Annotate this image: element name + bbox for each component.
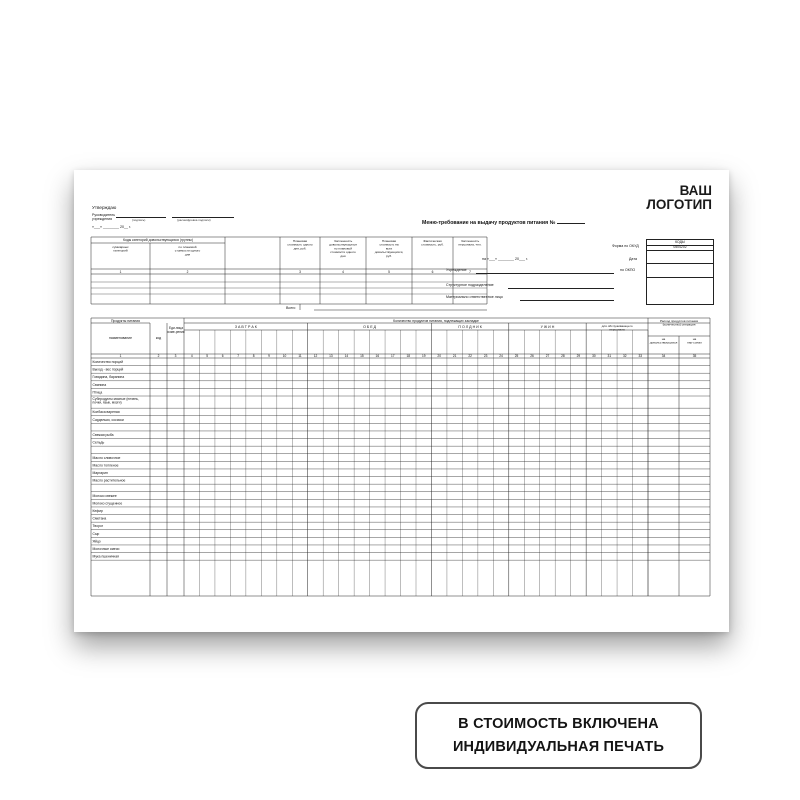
categories-col-header: дня, руб.: [293, 246, 307, 251]
consumption-col-header: на: [692, 337, 697, 341]
product-name: Молоко свежее: [92, 493, 117, 498]
categories-col-header: довольствующихся,: [374, 250, 404, 255]
product-name: Молоко сгущенное: [92, 501, 123, 506]
product-name: Кефир: [92, 508, 103, 513]
categories-col-number: 1: [119, 269, 122, 274]
column-number: 31: [607, 354, 612, 359]
product-name: Выход - вес порций: [92, 367, 124, 372]
column-number: 9: [268, 354, 270, 359]
categories-col-header: довольствующихся: [329, 242, 357, 247]
product-name: Мука пшеничная: [92, 554, 120, 559]
column-number: 3: [174, 354, 177, 359]
staff-header: персонала: [609, 327, 625, 332]
categories-col-header: по плановой: [334, 246, 352, 251]
product-name: Субпродукты мясные (печень,: [92, 396, 139, 401]
categories-col-header: категорий: [113, 248, 128, 253]
column-number: 5: [206, 354, 209, 359]
categories-col-header: всех: [385, 246, 393, 251]
categories-col-header: персонала, чел.: [458, 242, 482, 247]
column-number: 11: [298, 354, 302, 359]
product-name: Птица: [92, 390, 103, 395]
product-name: Молочные смеси: [92, 546, 120, 551]
consumption-col-header: на: [661, 337, 666, 341]
product-name: Сельдь: [92, 440, 105, 445]
meal-header-1: З А В Т Р А К: [234, 325, 257, 329]
product-name: Масло топленое: [92, 463, 119, 468]
column-number: 30: [592, 354, 596, 359]
categories-col-header: по плановой: [178, 245, 197, 249]
approve-date: «___» ________ 20__ г.: [92, 225, 131, 229]
column-number: 6: [221, 354, 224, 359]
head-label: Руководитель учреждения: [92, 213, 116, 222]
categories-col-header: стоимость, руб.: [421, 242, 444, 247]
unit-col-header: изме-рения: [167, 329, 185, 334]
column-number: 8: [252, 354, 255, 359]
quantity-header: Количество продуктов питания, подлежащих закладке: [393, 318, 479, 323]
product-name: Свежая рыба: [92, 432, 114, 437]
division-label: Структурное подразделение: [446, 283, 494, 287]
consumption-col-header: пер-сонал: [687, 340, 702, 345]
categories-col-header: суммарных: [112, 245, 129, 249]
name-col-header: наименование: [109, 336, 132, 340]
sign-hint: (подпись): [132, 218, 146, 222]
badge-line-1: В СТОИМОСТЬ ВКЛЮЧЕНА: [458, 715, 659, 732]
product-name: Маргарин: [92, 470, 108, 475]
products-header: Продукты питания: [111, 318, 140, 323]
categories-col-number: 3: [299, 269, 301, 274]
column-number: 20: [437, 354, 441, 359]
column-number: 4: [190, 354, 193, 359]
categories-col-header: стоимости одного: [330, 250, 356, 255]
meal-header-3: П О Л Д Н И К: [458, 325, 482, 329]
responsible-label: Материально ответственное лицо: [446, 295, 503, 299]
column-number: 13: [329, 354, 333, 359]
categories-col-header: Численность: [460, 239, 480, 243]
categories-col-header: Фактическая: [423, 239, 442, 243]
form-title: Меню-требование на выдачу продуктов питания №: [422, 220, 585, 226]
okpo-label: по ОКПО: [620, 268, 636, 272]
product-name: Творог: [92, 524, 104, 529]
code-col-header: код: [155, 336, 162, 340]
column-number: 21: [452, 354, 457, 359]
column-number: 18: [406, 354, 411, 359]
column-number: 26: [530, 354, 534, 359]
okud-code: 0504202: [647, 245, 713, 251]
product-name: Сыр: [92, 531, 100, 536]
decode-hint: (расшифровка подписи): [177, 218, 211, 222]
form-sheet: [74, 170, 729, 632]
column-number: 14: [344, 354, 349, 359]
categories-col-number: 5: [388, 269, 390, 274]
product-name: Количество порций: [92, 360, 123, 364]
categories-col-number: 2: [186, 269, 189, 274]
column-number: 19: [421, 354, 426, 359]
column-number: 29: [576, 354, 581, 359]
column-number: 23: [483, 354, 488, 359]
product-name: Сардельки, сосиски: [92, 417, 124, 422]
badge-line-2: ИНДИВИДУАЛЬНАЯ ПЕЧАТЬ: [452, 738, 665, 755]
categories-col-header: стоимости одного: [174, 248, 201, 253]
meal-header-2: О Б Е Д: [363, 325, 377, 329]
staff-header: для обслуживающего: [601, 324, 633, 328]
codes-header: КОДЫ: [647, 240, 713, 246]
approve-label: Утверждаю: [92, 205, 117, 210]
product-name: Колбаса вареная: [92, 410, 120, 415]
column-number: 35: [692, 354, 697, 359]
categories-col-header: Плановая: [381, 239, 397, 243]
institution-label: Учреждение: [446, 268, 467, 272]
categories-col-number: 6: [431, 269, 434, 274]
okud-label: Форма по ОКУД: [612, 244, 639, 248]
column-number: 33: [638, 354, 643, 359]
menu-date: на «___» ________ 20___ г.: [482, 257, 528, 261]
categories-col-header: стоимость одного: [287, 242, 313, 247]
consumption-col-header: довольствующихся: [649, 340, 678, 345]
date-label: Дата: [629, 257, 637, 261]
column-number: 17: [391, 354, 395, 359]
column-number: 16: [375, 354, 380, 359]
column-number: 12: [313, 354, 318, 359]
consumption-header: Расход продуктов питания: [659, 318, 699, 323]
personalized-print-badge: [415, 702, 702, 769]
column-number: 28: [561, 354, 565, 359]
products-table: [74, 170, 729, 632]
column-number: 32: [623, 354, 627, 359]
column-number: 24: [499, 354, 503, 359]
product-name: Сметана: [92, 516, 107, 521]
column-number: 25: [514, 354, 519, 359]
categories-col-header: Плановая: [292, 239, 308, 243]
categories-col-header: дня: [340, 253, 346, 258]
unit-col-header: Еди-ница: [169, 326, 183, 330]
categories-col-header: стоимость на: [379, 242, 399, 247]
product-name: Свинина: [92, 382, 107, 387]
product-name: Масло растительное: [92, 478, 126, 483]
logo-line-1: ВАШ: [679, 183, 712, 198]
consumption-header: (количество) операция: [662, 322, 696, 327]
column-number: 22: [468, 354, 472, 359]
categories-col-header: руб.: [386, 253, 392, 258]
column-number: 7: [237, 354, 240, 359]
categories-col-number: 4: [342, 269, 344, 274]
categories-col-header: дня: [184, 252, 191, 257]
column-number: 10: [282, 354, 287, 359]
total-label: Всего: [286, 306, 296, 310]
product-name: почки, язык, мозги): [92, 400, 122, 405]
column-number: 2: [157, 354, 160, 359]
column-number: 1: [119, 354, 122, 359]
categories-col-number: 7: [469, 269, 471, 274]
product-name: Масло сливочное: [92, 455, 121, 460]
product-name: Яйцо: [92, 539, 101, 544]
product-name: Говядина, баранина: [92, 375, 125, 380]
column-number: 34: [661, 354, 666, 359]
categories-group-header: Коды категорий довольствующихся (группы): [123, 238, 193, 242]
column-number: 15: [360, 354, 364, 359]
logo-line-2: ЛОГОТИП: [646, 197, 712, 212]
meal-header-4: У Ж И Н: [540, 325, 555, 329]
column-number: 27: [545, 354, 550, 359]
categories-col-header: Численность: [333, 239, 353, 243]
